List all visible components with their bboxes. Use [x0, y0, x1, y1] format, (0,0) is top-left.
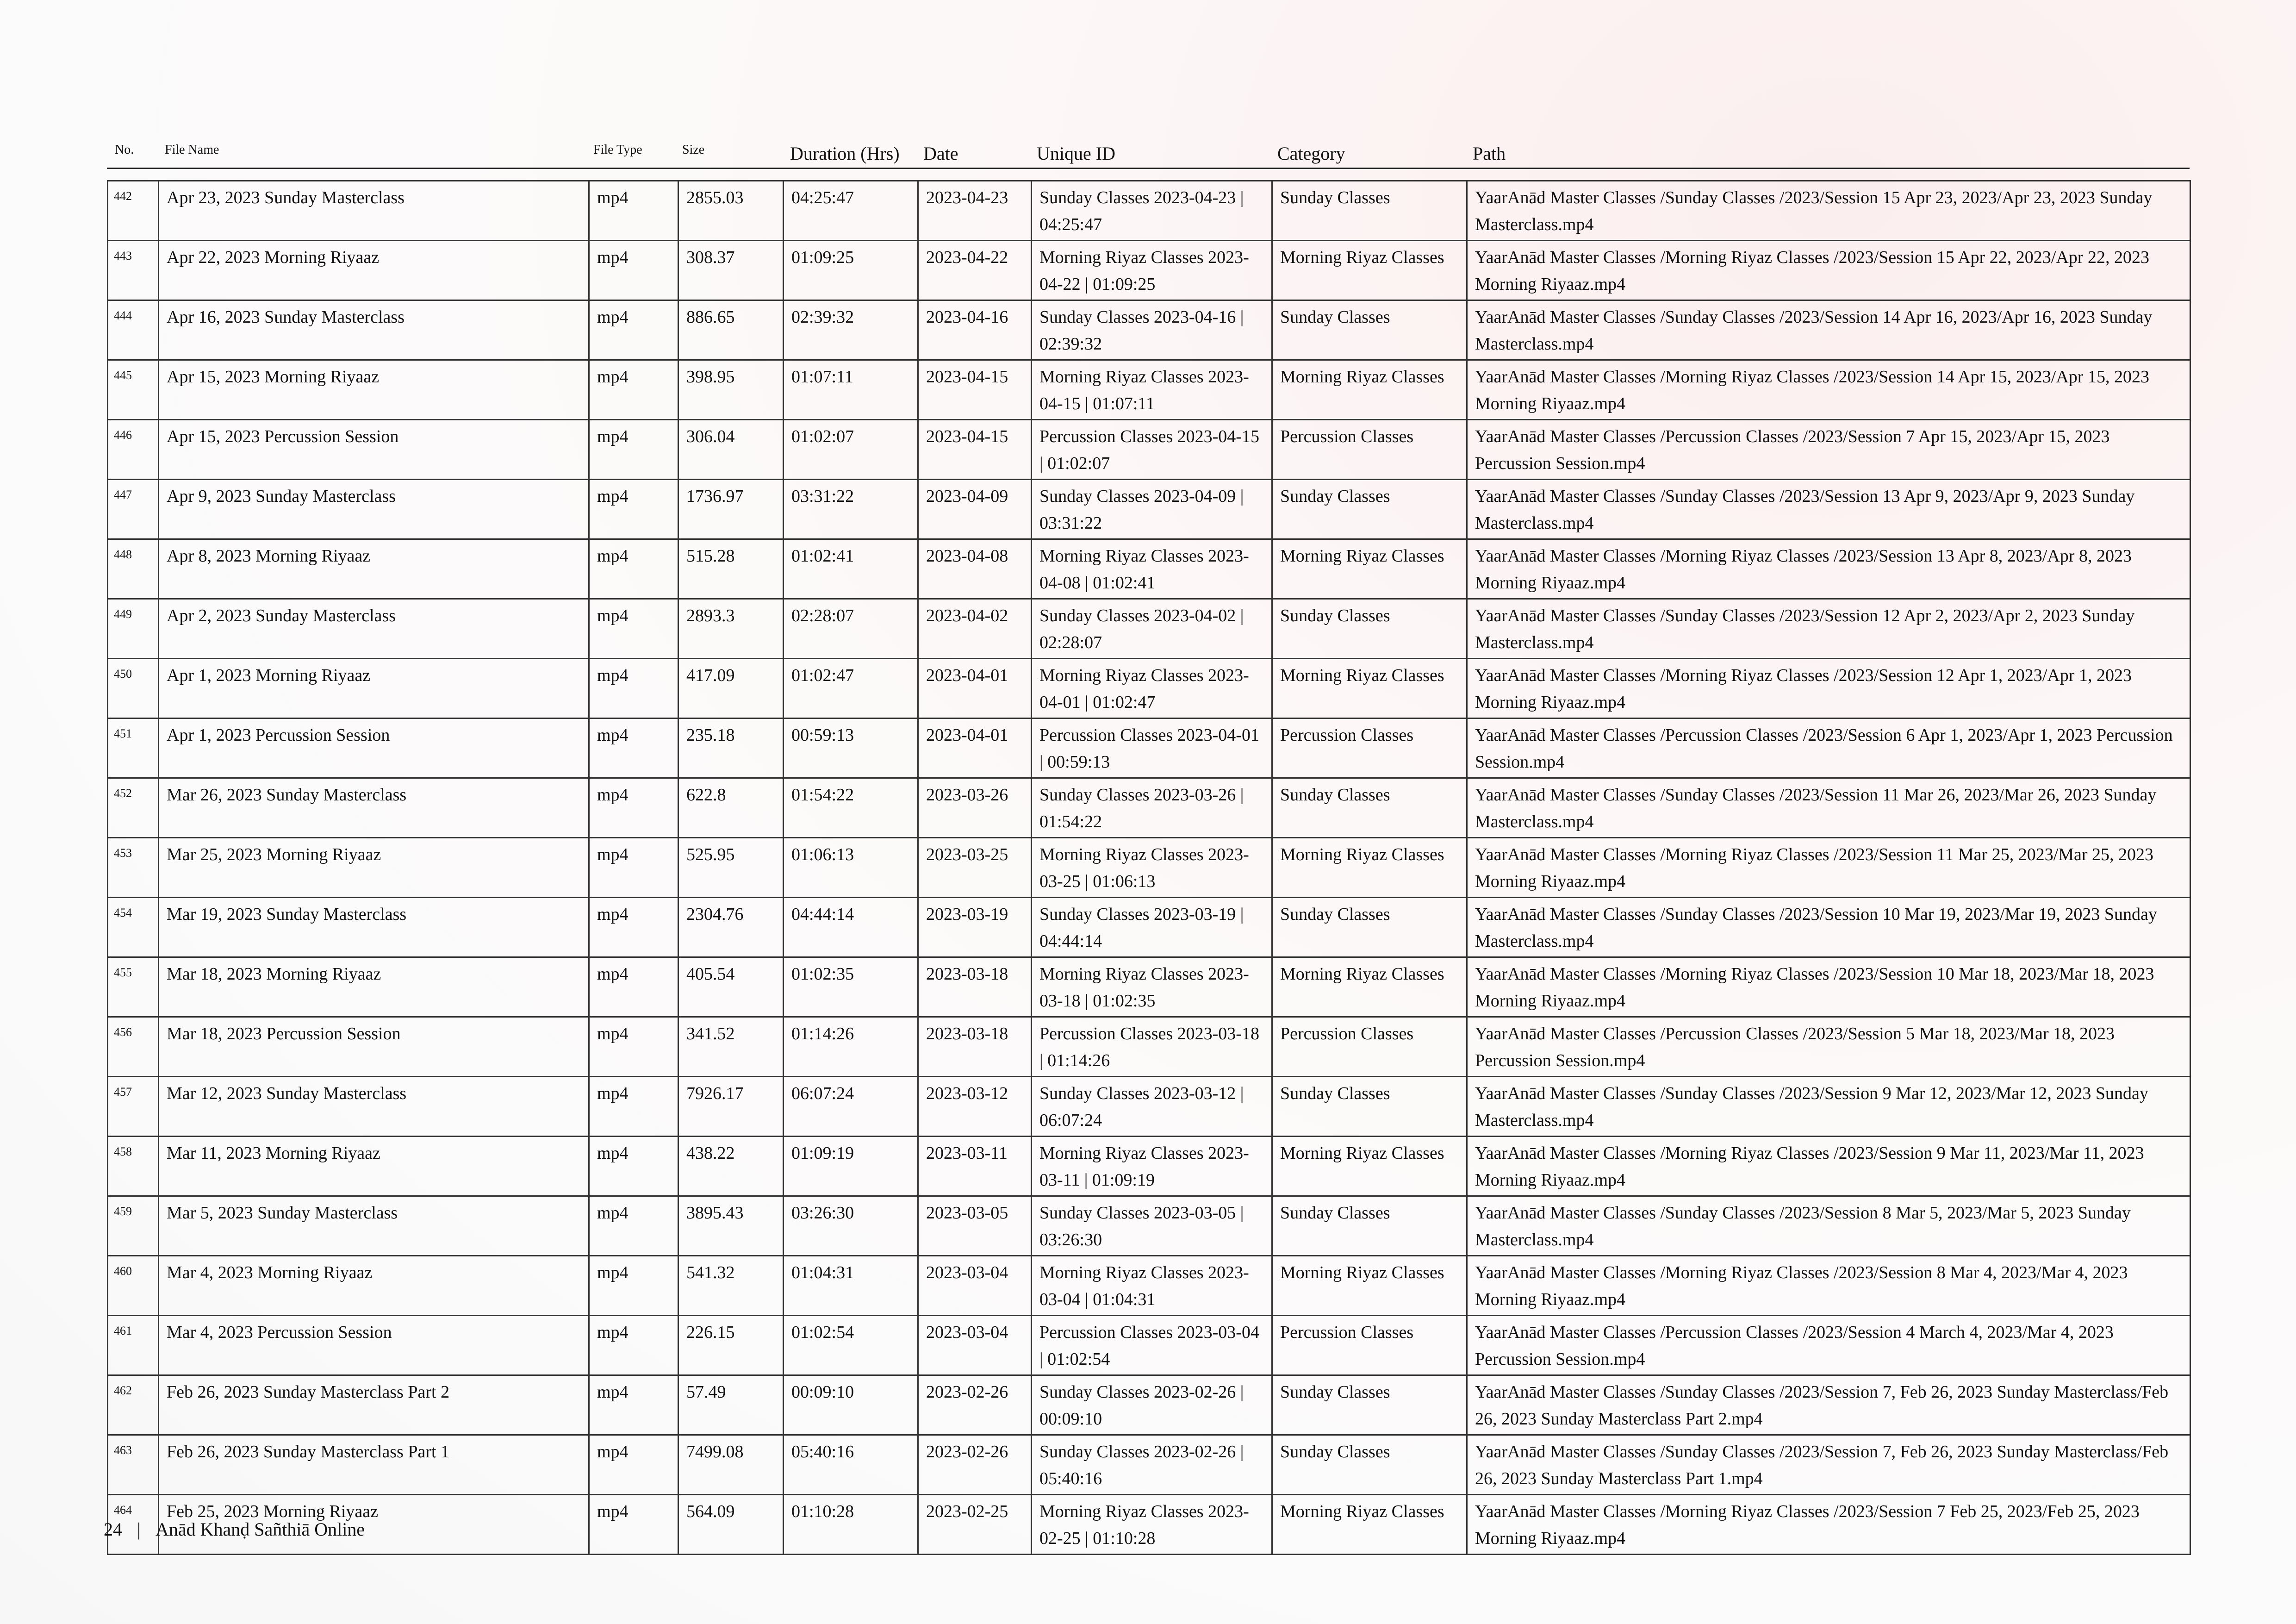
- cell-unique-id: Sunday Classes 2023-02-26 | 05:40:16: [1032, 1435, 1272, 1495]
- cell-category: Sunday Classes: [1272, 599, 1467, 659]
- cell-date: 2023-03-18: [918, 1017, 1032, 1077]
- cell-duration: 04:44:14: [784, 898, 918, 957]
- cell-duration: 01:09:25: [784, 241, 918, 300]
- cell-date: 2023-04-02: [918, 599, 1032, 659]
- cell-size: 2893.3: [678, 599, 784, 659]
- cell-path: YaarAnād Master Classes /Sunday Classes /2023/Session 7, Feb 26, 2023 Sunday Masterclass/Feb 26, 2023 Sunday Masterclass Part 2.mp4: [1467, 1375, 2190, 1435]
- cell-unique-id: Morning Riyaz Classes 2023-03-25 | 01:06:13: [1032, 838, 1272, 898]
- cell-unique-id: Sunday Classes 2023-04-23 | 04:25:47: [1032, 181, 1272, 241]
- cell-size: 235.18: [678, 718, 784, 778]
- cell-duration: 00:59:13: [784, 718, 918, 778]
- header-no: No.: [115, 143, 134, 157]
- cell-file-name: Apr 2, 2023 Sunday Masterclass: [159, 599, 589, 659]
- cell-file-type: mp4: [589, 1316, 678, 1375]
- cell-date: 2023-04-23: [918, 181, 1032, 241]
- cell-unique-id: Percussion Classes 2023-04-15 | 01:02:07: [1032, 420, 1272, 480]
- cell-no: 444: [108, 300, 159, 360]
- cell-no: 457: [108, 1077, 159, 1137]
- table-row: [108, 1495, 2190, 1555]
- cell-no: 450: [108, 659, 159, 718]
- cell-duration: 05:40:16: [784, 1435, 918, 1495]
- cell-date: 2023-03-04: [918, 1256, 1032, 1316]
- cell-category: Percussion Classes: [1272, 718, 1467, 778]
- cell-size: 541.32: [678, 1256, 784, 1316]
- cell-date: 2023-03-25: [918, 838, 1032, 898]
- cell-duration: 01:54:22: [784, 778, 918, 838]
- cell-duration: 01:02:47: [784, 659, 918, 718]
- table-row: [108, 1316, 2190, 1375]
- cell-no: 443: [108, 241, 159, 300]
- cell-size: 7926.17: [678, 1077, 784, 1137]
- file-table: [107, 180, 2191, 1555]
- cell-path: YaarAnād Master Classes /Sunday Classes /2023/Session 7, Feb 26, 2023 Sunday Masterclass/Feb 26, 2023 Sunday Masterclass Part 1.mp4: [1467, 1435, 2190, 1495]
- table-row: [108, 718, 2190, 778]
- cell-size: 417.09: [678, 659, 784, 718]
- cell-path: YaarAnād Master Classes /Sunday Classes /2023/Session 14 Apr 16, 2023/Apr 16, 2023 Sunday Masterclass.mp4: [1467, 300, 2190, 360]
- cell-path: YaarAnād Master Classes /Morning Riyaz Classes /2023/Session 10 Mar 18, 2023/Mar 18, 2023 Morning Riyaaz.mp4: [1467, 957, 2190, 1017]
- cell-size: 564.09: [678, 1495, 784, 1555]
- cell-path: YaarAnād Master Classes /Sunday Classes /2023/Session 13 Apr 9, 2023/Apr 9, 2023 Sunday Masterclass.mp4: [1467, 480, 2190, 539]
- cell-path: YaarAnād Master Classes /Morning Riyaz Classes /2023/Session 9 Mar 11, 2023/Mar 11, 2023 Morning Riyaaz.mp4: [1467, 1137, 2190, 1196]
- cell-category: Sunday Classes: [1272, 1077, 1467, 1137]
- cell-category: Sunday Classes: [1272, 898, 1467, 957]
- cell-duration: 02:39:32: [784, 300, 918, 360]
- cell-category: Morning Riyaz Classes: [1272, 1137, 1467, 1196]
- cell-duration: 01:06:13: [784, 838, 918, 898]
- cell-size: 405.54: [678, 957, 784, 1017]
- cell-size: 525.95: [678, 838, 784, 898]
- cell-path: YaarAnād Master Classes /Sunday Classes /2023/Session 9 Mar 12, 2023/Mar 12, 2023 Sunday Masterclass.mp4: [1467, 1077, 2190, 1137]
- cell-category: Morning Riyaz Classes: [1272, 659, 1467, 718]
- cell-unique-id: Sunday Classes 2023-04-02 | 02:28:07: [1032, 599, 1272, 659]
- cell-category: Morning Riyaz Classes: [1272, 1256, 1467, 1316]
- cell-file-type: mp4: [589, 957, 678, 1017]
- table-row: [108, 1375, 2190, 1435]
- cell-date: 2023-03-12: [918, 1077, 1032, 1137]
- cell-path: YaarAnād Master Classes /Morning Riyaz Classes /2023/Session 15 Apr 22, 2023/Apr 22, 2023 Morning Riyaaz.mp4: [1467, 241, 2190, 300]
- cell-size: 1736.97: [678, 480, 784, 539]
- cell-file-type: mp4: [589, 360, 678, 420]
- cell-path: YaarAnād Master Classes /Percussion Classes /2023/Session 5 Mar 18, 2023/Mar 18, 2023 Percussion Session.mp4: [1467, 1017, 2190, 1077]
- cell-unique-id: Sunday Classes 2023-02-26 | 00:09:10: [1032, 1375, 1272, 1435]
- cell-no: 461: [108, 1316, 159, 1375]
- cell-file-type: mp4: [589, 838, 678, 898]
- cell-file-type: mp4: [589, 420, 678, 480]
- cell-file-name: Feb 26, 2023 Sunday Masterclass Part 2: [159, 1375, 589, 1435]
- cell-category: Percussion Classes: [1272, 1017, 1467, 1077]
- cell-file-type: mp4: [589, 480, 678, 539]
- cell-duration: 06:07:24: [784, 1077, 918, 1137]
- cell-unique-id: Morning Riyaz Classes 2023-04-01 | 01:02:47: [1032, 659, 1272, 718]
- table-row: [108, 778, 2190, 838]
- cell-date: 2023-02-26: [918, 1435, 1032, 1495]
- cell-file-type: mp4: [589, 181, 678, 241]
- cell-date: 2023-03-26: [918, 778, 1032, 838]
- cell-category: Sunday Classes: [1272, 1435, 1467, 1495]
- cell-no: 449: [108, 599, 159, 659]
- table-row: [108, 1017, 2190, 1077]
- cell-category: Morning Riyaz Classes: [1272, 241, 1467, 300]
- cell-category: Sunday Classes: [1272, 1375, 1467, 1435]
- cell-size: 398.95: [678, 360, 784, 420]
- cell-no: 462: [108, 1375, 159, 1435]
- cell-no: 445: [108, 360, 159, 420]
- cell-unique-id: Morning Riyaz Classes 2023-04-15 | 01:07:11: [1032, 360, 1272, 420]
- cell-file-name: Feb 25, 2023 Morning Riyaaz: [159, 1495, 589, 1555]
- cell-date: 2023-04-16: [918, 300, 1032, 360]
- cell-no: 442: [108, 181, 159, 241]
- cell-file-name: Apr 15, 2023 Percussion Session: [159, 420, 589, 480]
- cell-no: 460: [108, 1256, 159, 1316]
- cell-date: 2023-04-01: [918, 718, 1032, 778]
- cell-file-name: Apr 15, 2023 Morning Riyaaz: [159, 360, 589, 420]
- cell-unique-id: Morning Riyaz Classes 2023-03-11 | 01:09:19: [1032, 1137, 1272, 1196]
- cell-unique-id: Morning Riyaz Classes 2023-04-08 | 01:02:41: [1032, 539, 1272, 599]
- cell-path: YaarAnād Master Classes /Sunday Classes /2023/Session 15 Apr 23, 2023/Apr 23, 2023 Sunday Masterclass.mp4: [1467, 181, 2190, 241]
- cell-file-type: mp4: [589, 718, 678, 778]
- cell-duration: 03:31:22: [784, 480, 918, 539]
- cell-path: YaarAnād Master Classes /Sunday Classes /2023/Session 8 Mar 5, 2023/Mar 5, 2023 Sunday Masterclass.mp4: [1467, 1196, 2190, 1256]
- cell-date: 2023-04-15: [918, 420, 1032, 480]
- cell-no: 459: [108, 1196, 159, 1256]
- cell-path: YaarAnād Master Classes /Morning Riyaz Classes /2023/Session 7 Feb 25, 2023/Feb 25, 2023 Morning Riyaaz.mp4: [1467, 1495, 2190, 1555]
- cell-path: YaarAnād Master Classes /Sunday Classes /2023/Session 10 Mar 19, 2023/Mar 19, 2023 Sunday Masterclass.mp4: [1467, 898, 2190, 957]
- cell-category: Morning Riyaz Classes: [1272, 957, 1467, 1017]
- cell-file-type: mp4: [589, 1196, 678, 1256]
- cell-file-name: Apr 16, 2023 Sunday Masterclass: [159, 300, 589, 360]
- header-file-name: File Name: [165, 143, 219, 157]
- cell-file-type: mp4: [589, 1017, 678, 1077]
- cell-no: 446: [108, 420, 159, 480]
- header-category: Category: [1277, 143, 1345, 164]
- cell-date: 2023-03-04: [918, 1316, 1032, 1375]
- cell-date: 2023-03-19: [918, 898, 1032, 957]
- cell-no: 448: [108, 539, 159, 599]
- cell-path: YaarAnād Master Classes /Morning Riyaz Classes /2023/Session 14 Apr 15, 2023/Apr 15, 2023 Morning Riyaaz.mp4: [1467, 360, 2190, 420]
- cell-category: Morning Riyaz Classes: [1272, 838, 1467, 898]
- cell-no: 453: [108, 838, 159, 898]
- cell-category: Percussion Classes: [1272, 1316, 1467, 1375]
- table-row: [108, 1196, 2190, 1256]
- cell-size: 2304.76: [678, 898, 784, 957]
- cell-size: 3895.43: [678, 1196, 784, 1256]
- cell-duration: 01:10:28: [784, 1495, 918, 1555]
- table-row: [108, 898, 2190, 957]
- cell-file-name: Mar 19, 2023 Sunday Masterclass: [159, 898, 589, 957]
- cell-duration: 01:02:54: [784, 1316, 918, 1375]
- cell-path: YaarAnād Master Classes /Morning Riyaz Classes /2023/Session 11 Mar 25, 2023/Mar 25, 2023 Morning Riyaaz.mp4: [1467, 838, 2190, 898]
- cell-path: YaarAnād Master Classes /Percussion Classes /2023/Session 6 Apr 1, 2023/Apr 1, 2023 Percussion Session.mp4: [1467, 718, 2190, 778]
- cell-file-name: Mar 5, 2023 Sunday Masterclass: [159, 1196, 589, 1256]
- cell-file-name: Apr 8, 2023 Morning Riyaaz: [159, 539, 589, 599]
- cell-file-name: Mar 26, 2023 Sunday Masterclass: [159, 778, 589, 838]
- table-row: [108, 957, 2190, 1017]
- cell-path: YaarAnād Master Classes /Percussion Classes /2023/Session 7 Apr 15, 2023/Apr 15, 2023 Percussion Session.mp4: [1467, 420, 2190, 480]
- cell-duration: 01:09:19: [784, 1137, 918, 1196]
- cell-size: 438.22: [678, 1137, 784, 1196]
- cell-duration: 01:07:11: [784, 360, 918, 420]
- table-row: [108, 360, 2190, 420]
- table-row: [108, 1077, 2190, 1137]
- cell-date: 2023-04-08: [918, 539, 1032, 599]
- cell-file-type: mp4: [589, 1375, 678, 1435]
- cell-file-type: mp4: [589, 300, 678, 360]
- cell-unique-id: Percussion Classes 2023-04-01 | 00:59:13: [1032, 718, 1272, 778]
- cell-unique-id: Morning Riyaz Classes 2023-02-25 | 01:10:28: [1032, 1495, 1272, 1555]
- cell-date: 2023-03-05: [918, 1196, 1032, 1256]
- footer-separator: |: [137, 1519, 141, 1540]
- cell-file-name: Apr 22, 2023 Morning Riyaaz: [159, 241, 589, 300]
- cell-file-name: Mar 4, 2023 Morning Riyaaz: [159, 1256, 589, 1316]
- table-row: [108, 300, 2190, 360]
- publication-title: Anād Khanḍ Sañthiā Online: [156, 1519, 365, 1540]
- cell-size: 308.37: [678, 241, 784, 300]
- cell-size: 341.52: [678, 1017, 784, 1077]
- cell-date: 2023-04-01: [918, 659, 1032, 718]
- cell-date: 2023-04-15: [918, 360, 1032, 420]
- cell-size: 57.49: [678, 1375, 784, 1435]
- header-size: Size: [682, 143, 705, 157]
- cell-duration: 01:02:07: [784, 420, 918, 480]
- cell-file-type: mp4: [589, 659, 678, 718]
- cell-file-type: mp4: [589, 1256, 678, 1316]
- cell-size: 226.15: [678, 1316, 784, 1375]
- cell-duration: 01:14:26: [784, 1017, 918, 1077]
- cell-file-type: mp4: [589, 778, 678, 838]
- cell-path: YaarAnād Master Classes /Percussion Classes /2023/Session 4 March 4, 2023/Mar 4, 2023 Percussion Session.mp4: [1467, 1316, 2190, 1375]
- cell-category: Sunday Classes: [1272, 300, 1467, 360]
- cell-unique-id: Percussion Classes 2023-03-18 | 01:14:26: [1032, 1017, 1272, 1077]
- cell-no: 456: [108, 1017, 159, 1077]
- cell-file-name: Apr 23, 2023 Sunday Masterclass: [159, 181, 589, 241]
- table-row: [108, 480, 2190, 539]
- cell-no: 458: [108, 1137, 159, 1196]
- table-row: [108, 659, 2190, 718]
- page-number: 24: [104, 1519, 122, 1540]
- cell-file-name: Mar 11, 2023 Morning Riyaaz: [159, 1137, 589, 1196]
- cell-date: 2023-03-18: [918, 957, 1032, 1017]
- cell-duration: 02:28:07: [784, 599, 918, 659]
- cell-file-name: Mar 18, 2023 Morning Riyaaz: [159, 957, 589, 1017]
- cell-date: 2023-04-22: [918, 241, 1032, 300]
- cell-no: 447: [108, 480, 159, 539]
- cell-date: 2023-02-26: [918, 1375, 1032, 1435]
- cell-duration: 01:04:31: [784, 1256, 918, 1316]
- cell-file-type: mp4: [589, 241, 678, 300]
- cell-file-name: Mar 12, 2023 Sunday Masterclass: [159, 1077, 589, 1137]
- cell-size: 2855.03: [678, 181, 784, 241]
- table-row: [108, 1435, 2190, 1495]
- cell-path: YaarAnād Master Classes /Morning Riyaz Classes /2023/Session 8 Mar 4, 2023/Mar 4, 2023 Morning Riyaaz.mp4: [1467, 1256, 2190, 1316]
- cell-unique-id: Sunday Classes 2023-03-12 | 06:07:24: [1032, 1077, 1272, 1137]
- cell-unique-id: Sunday Classes 2023-04-16 | 02:39:32: [1032, 300, 1272, 360]
- table-row: [108, 420, 2190, 480]
- cell-path: YaarAnād Master Classes /Sunday Classes /2023/Session 12 Apr 2, 2023/Apr 2, 2023 Sunday Masterclass.mp4: [1467, 599, 2190, 659]
- cell-no: 455: [108, 957, 159, 1017]
- cell-date: 2023-04-09: [918, 480, 1032, 539]
- cell-file-name: Mar 4, 2023 Percussion Session: [159, 1316, 589, 1375]
- cell-path: YaarAnād Master Classes /Morning Riyaz Classes /2023/Session 13 Apr 8, 2023/Apr 8, 2023 Morning Riyaaz.mp4: [1467, 539, 2190, 599]
- table-row: [108, 539, 2190, 599]
- cell-duration: 03:26:30: [784, 1196, 918, 1256]
- cell-size: 7499.08: [678, 1435, 784, 1495]
- cell-no: 454: [108, 898, 159, 957]
- table-body: [108, 181, 2190, 1555]
- table-row: [108, 1256, 2190, 1316]
- cell-category: Morning Riyaz Classes: [1272, 539, 1467, 599]
- cell-duration: 01:02:41: [784, 539, 918, 599]
- cell-category: Sunday Classes: [1272, 1196, 1467, 1256]
- table-row: [108, 241, 2190, 300]
- cell-no: 451: [108, 718, 159, 778]
- cell-size: 622.8: [678, 778, 784, 838]
- cell-file-name: Apr 9, 2023 Sunday Masterclass: [159, 480, 589, 539]
- cell-unique-id: Percussion Classes 2023-03-04 | 01:02:54: [1032, 1316, 1272, 1375]
- header-path: Path: [1473, 143, 1506, 164]
- cell-file-type: mp4: [589, 599, 678, 659]
- cell-unique-id: Morning Riyaz Classes 2023-03-04 | 01:04:31: [1032, 1256, 1272, 1316]
- cell-duration: 00:09:10: [784, 1375, 918, 1435]
- table-row: [108, 1137, 2190, 1196]
- cell-file-name: Mar 18, 2023 Percussion Session: [159, 1017, 589, 1077]
- table-row: [108, 181, 2190, 241]
- cell-category: Sunday Classes: [1272, 778, 1467, 838]
- cell-file-type: mp4: [589, 898, 678, 957]
- cell-unique-id: Morning Riyaz Classes 2023-04-22 | 01:09:25: [1032, 241, 1272, 300]
- cell-file-type: mp4: [589, 1077, 678, 1137]
- cell-file-type: mp4: [589, 539, 678, 599]
- cell-no: 464: [108, 1495, 159, 1555]
- header-date: Date: [923, 143, 958, 164]
- cell-duration: 01:02:35: [784, 957, 918, 1017]
- cell-date: 2023-02-25: [918, 1495, 1032, 1555]
- cell-file-name: Apr 1, 2023 Percussion Session: [159, 718, 589, 778]
- cell-unique-id: Sunday Classes 2023-04-09 | 03:31:22: [1032, 480, 1272, 539]
- page-footer: [104, 1518, 365, 1540]
- cell-category: Sunday Classes: [1272, 480, 1467, 539]
- cell-size: 515.28: [678, 539, 784, 599]
- cell-no: 452: [108, 778, 159, 838]
- cell-unique-id: Sunday Classes 2023-03-19 | 04:44:14: [1032, 898, 1272, 957]
- cell-category: Morning Riyaz Classes: [1272, 1495, 1467, 1555]
- cell-duration: 04:25:47: [784, 181, 918, 241]
- cell-file-name: Mar 25, 2023 Morning Riyaaz: [159, 838, 589, 898]
- cell-size: 306.04: [678, 420, 784, 480]
- header-file-type: File Type: [593, 143, 642, 157]
- cell-path: YaarAnād Master Classes /Sunday Classes /2023/Session 11 Mar 26, 2023/Mar 26, 2023 Sunday Masterclass.mp4: [1467, 778, 2190, 838]
- table-row: [108, 838, 2190, 898]
- table-row: [108, 599, 2190, 659]
- cell-category: Sunday Classes: [1272, 181, 1467, 241]
- cell-unique-id: Morning Riyaz Classes 2023-03-18 | 01:02:35: [1032, 957, 1272, 1017]
- header-unique-id: Unique ID: [1037, 143, 1115, 164]
- cell-size: 886.65: [678, 300, 784, 360]
- cell-file-type: mp4: [589, 1137, 678, 1196]
- table-header: [107, 139, 2190, 169]
- header-duration: Duration (Hrs): [790, 143, 900, 164]
- cell-category: Percussion Classes: [1272, 420, 1467, 480]
- cell-unique-id: Sunday Classes 2023-03-05 | 03:26:30: [1032, 1196, 1272, 1256]
- cell-unique-id: Sunday Classes 2023-03-26 | 01:54:22: [1032, 778, 1272, 838]
- cell-file-name: Feb 26, 2023 Sunday Masterclass Part 1: [159, 1435, 589, 1495]
- cell-path: YaarAnād Master Classes /Morning Riyaz Classes /2023/Session 12 Apr 1, 2023/Apr 1, 2023 Morning Riyaaz.mp4: [1467, 659, 2190, 718]
- cell-file-type: mp4: [589, 1435, 678, 1495]
- cell-date: 2023-03-11: [918, 1137, 1032, 1196]
- cell-category: Morning Riyaz Classes: [1272, 360, 1467, 420]
- cell-file-name: Apr 1, 2023 Morning Riyaaz: [159, 659, 589, 718]
- cell-file-type: mp4: [589, 1495, 678, 1555]
- cell-no: 463: [108, 1435, 159, 1495]
